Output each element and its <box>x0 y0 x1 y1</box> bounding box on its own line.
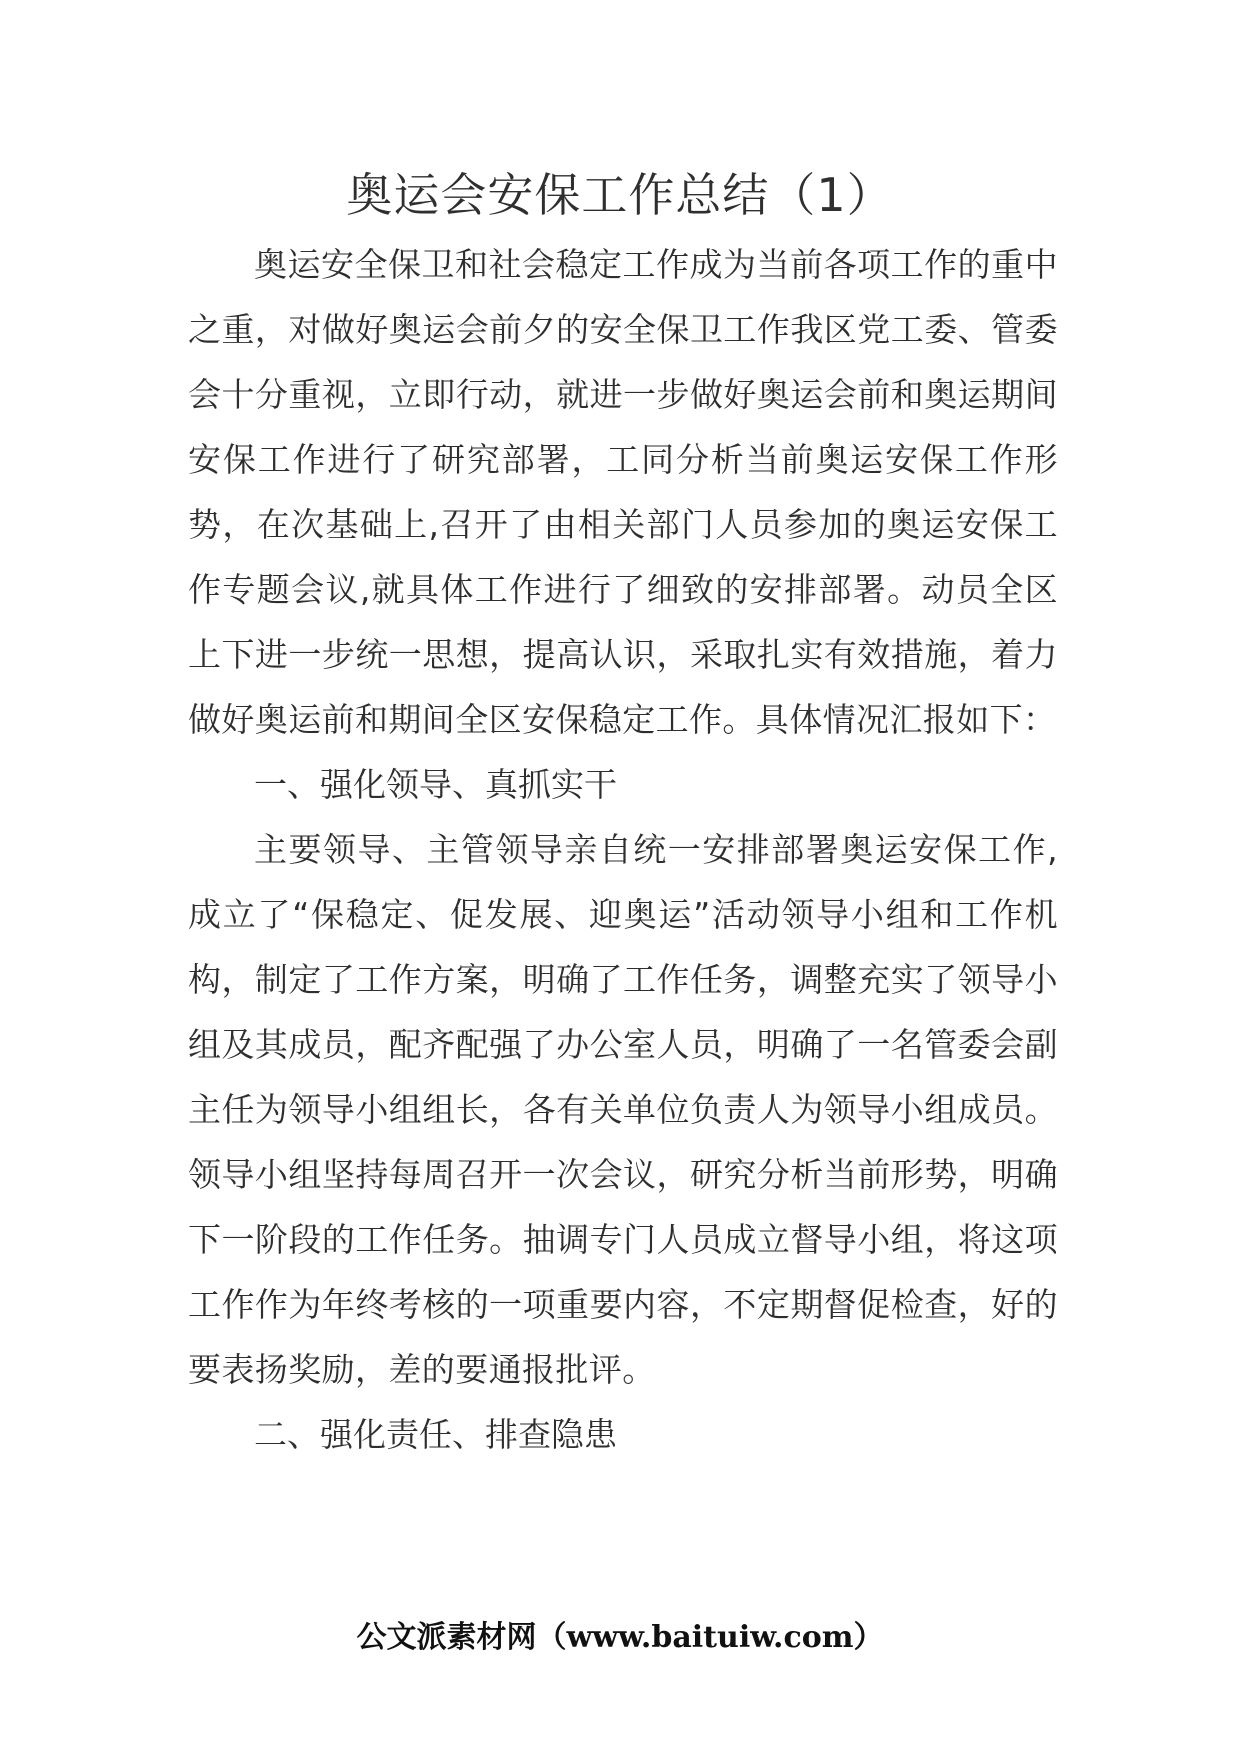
document-body <box>188 232 1058 1467</box>
paragraph-intro: 奥运安全保卫和社会稳定工作成为当前各项工作的重中之重，对做好奥运会前夕的安全保卫工作我区党工委、管委会十分重视，立即行动，就进一步做好奥运会前和奥运期间安保工作进行了研究部署，工同分析当前奥运安保工作形势，在次基础上,召开了由相关部门人员参加的奥运安保工作专题会议,就具体工作进行了细致的安排部署。动员全区上下进一步统一思想，提高认识，采取扎实有效措施，着力做好奥运前和期间全区安保稳定工作。具体情况汇报如下： <box>188 245 1058 739</box>
paragraph-section-1: 主要领导、主管领导亲自统一安排部署奥运安保工作,成立了“保稳定、促发展、迎奥运”活动领导小组和工作机构，制定了工作方案，明确了工作任务，调整充实了领导小组及其成员，配齐配强了办公室人员，明确了一名管委会副主任为领导小组组长，各有关单位负责人为领导小组成员。领导小组坚持每周召开一次会议，研究分析当前形势，明确下一阶段的工作任务。抽调专门人员成立督导小组，将这项工作作为年终考核的一项重要内容，不定期督促检查，好的要表扬奖励，差的要通报批评。 <box>188 830 1058 1389</box>
section-heading-1: 一、强化领导、真抓实干 <box>254 765 617 804</box>
document-title: 奥运会安保工作总结（1） <box>346 168 894 222</box>
footer-watermark: 公文派素材网（www.baituiw.com） <box>356 1620 884 1655</box>
section-heading-2: 二、强化责任、排查隐患 <box>254 1415 617 1454</box>
